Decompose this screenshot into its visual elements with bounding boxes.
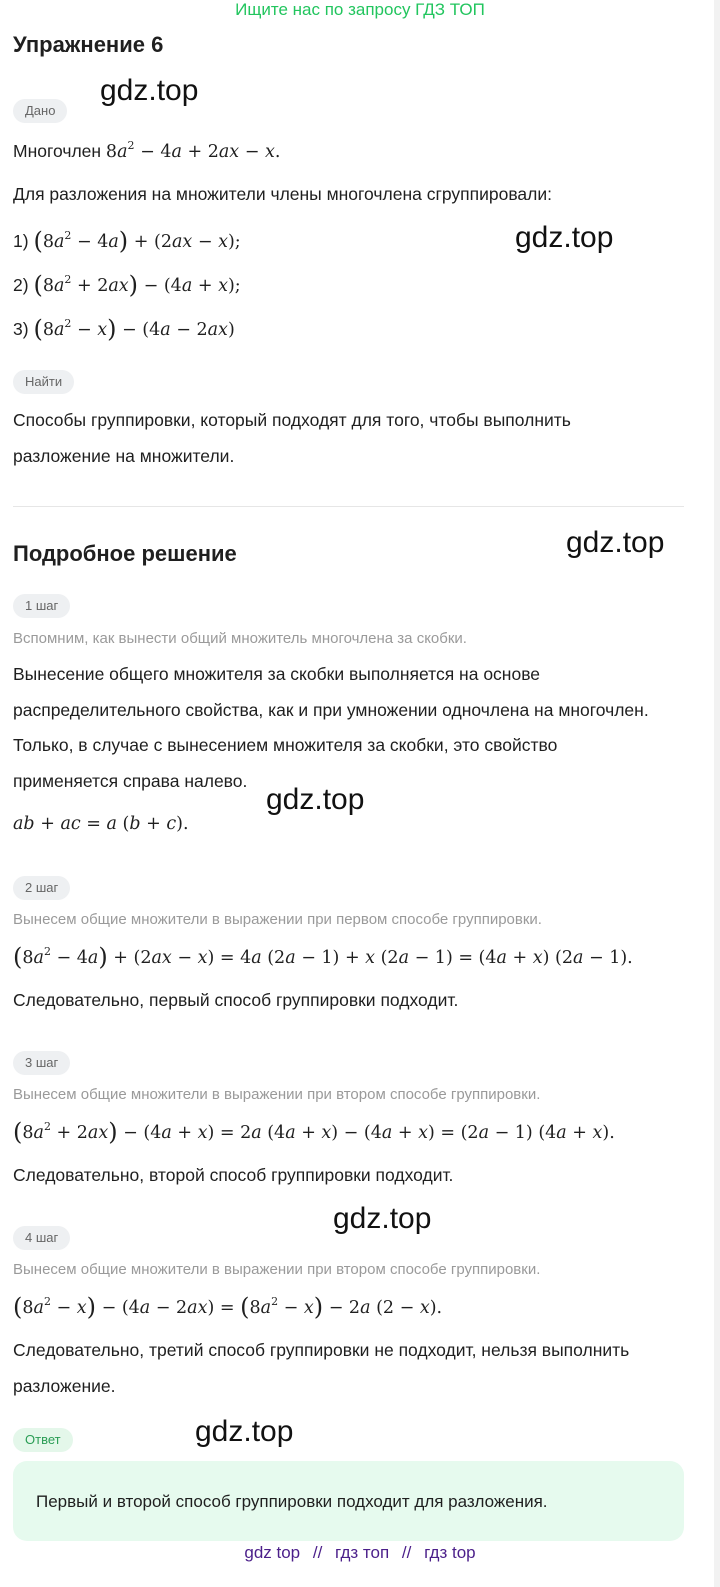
exercise-title: Упражнение 6 — [13, 32, 164, 57]
step-3-badge: 3 шаг — [13, 1051, 70, 1075]
given-intro: Для разложения на множители члены многочлена сгруппировали: — [13, 184, 553, 204]
find-text-line-1: Способы группировки, который подходят для того, чтобы выполнить — [13, 410, 571, 430]
top-banner[interactable]: Ищите нас по запросу ГДЗ ТОП — [235, 0, 485, 19]
given-badge: Дано — [13, 99, 67, 123]
step-1-text-line: Только, в случае с вынесением множителя за скобки, это свойство — [13, 735, 558, 755]
given-polynomial-prefix: Многочлен — [13, 141, 102, 161]
footer-link-gdz-top[interactable]: gdz top — [244, 1543, 301, 1562]
watermark: gdz.top — [515, 221, 614, 254]
step-1-text-line: применяется справа налево. — [13, 771, 248, 791]
given-polynomial — [13, 139, 280, 162]
grouping-2-formula: $(8a^2 + 2ax) - (4a + x)$; — [33, 271, 241, 299]
polynomial-formula: $8a^2 - 4a + 2ax - x$. — [105, 139, 281, 162]
step-4-formula: $(8a^2 - x) - (4a - 2ax) = (8a^2 - x) - 2a$ (2 − x). — [13, 1293, 443, 1321]
step-4-conclusion-line: разложение. — [13, 1376, 116, 1396]
grouping-2-number: 2) — [13, 275, 29, 295]
step-1-text-line: Вынесение общего множителя за скобки выполняется на основе — [13, 664, 541, 684]
step-2-conclusion: Следовательно, первый способ группировки подходит. — [13, 990, 459, 1010]
step-2-badge: 2 шаг — [13, 876, 70, 900]
step-2-formula: $(8a^2 - 4a) + (2ax - x) = 4a$ (2a − 1) + x (2a − 1) = (4a + x) (2a − 1). — [13, 943, 633, 971]
step-3-formula: $(8a^2 + 2ax) - (4a + x) = 2a$ (4a + x) − (4a + x) = (2a − 1) (4a + x). — [13, 1118, 615, 1146]
watermark: gdz.top — [195, 1415, 294, 1448]
page-edge — [714, 0, 720, 1587]
step-3-conclusion: Следовательно, второй способ группировки подходит. — [13, 1165, 454, 1185]
step-4-hint: Вынесем общие множители в выражении при втором способе группировки. — [13, 1261, 541, 1278]
step-3-hint: Вынесем общие множители в выражении при втором способе группировки. — [13, 1086, 541, 1103]
step-2-hint: Вынесем общие множители в выражении при первом способе группировки. — [13, 911, 542, 928]
step-4-conclusion-line: Следовательно, третий способ группировки не подходит, нельзя выполнить — [13, 1340, 630, 1360]
section-divider — [13, 506, 684, 507]
watermark: gdz.top — [266, 783, 365, 816]
grouping-1-formula: $(8a^2 - 4a) + (2ax - x)$; — [33, 227, 241, 255]
watermark: gdz.top — [566, 526, 665, 559]
footer-separator: // — [312, 1543, 323, 1562]
step-1-hint: Вспомним, как вынести общий множитель многочлена за скобки. — [13, 630, 467, 647]
answer-text: Первый и второй способ группировки подходит для разложения. — [36, 1492, 548, 1511]
footer-separator: // — [401, 1543, 412, 1562]
distributive-formula: ab + ac = a (b + c). — [13, 814, 189, 834]
find-badge: Найти — [13, 370, 74, 394]
step-4-badge: 4 шаг — [13, 1226, 70, 1250]
grouping-1-number: 1) — [13, 231, 29, 251]
footer-links — [0, 1543, 720, 1563]
watermark: gdz.top — [100, 74, 199, 107]
answer-badge: Ответ — [13, 1428, 73, 1452]
grouping-1 — [13, 227, 241, 255]
grouping-2 — [13, 271, 241, 299]
footer-link-gdz-top-mixed[interactable]: гдз top — [424, 1543, 476, 1562]
solution-title: Подробное решение — [13, 541, 237, 566]
grouping-3 — [13, 315, 235, 343]
grouping-3-number: 3) — [13, 319, 29, 339]
watermark: gdz.top — [333, 1202, 432, 1235]
footer-link-gdz-top-ru[interactable]: гдз топ — [335, 1543, 390, 1562]
step-1-text-line: распределительного свойства, как и при умножении одночлена на многочлен. — [13, 700, 649, 720]
step-1-badge: 1 шаг — [13, 594, 70, 618]
grouping-3-formula: $(8a^2 - x) - (4a - 2ax)$ — [33, 315, 235, 343]
find-text-line-2: разложение на множители. — [13, 446, 235, 466]
